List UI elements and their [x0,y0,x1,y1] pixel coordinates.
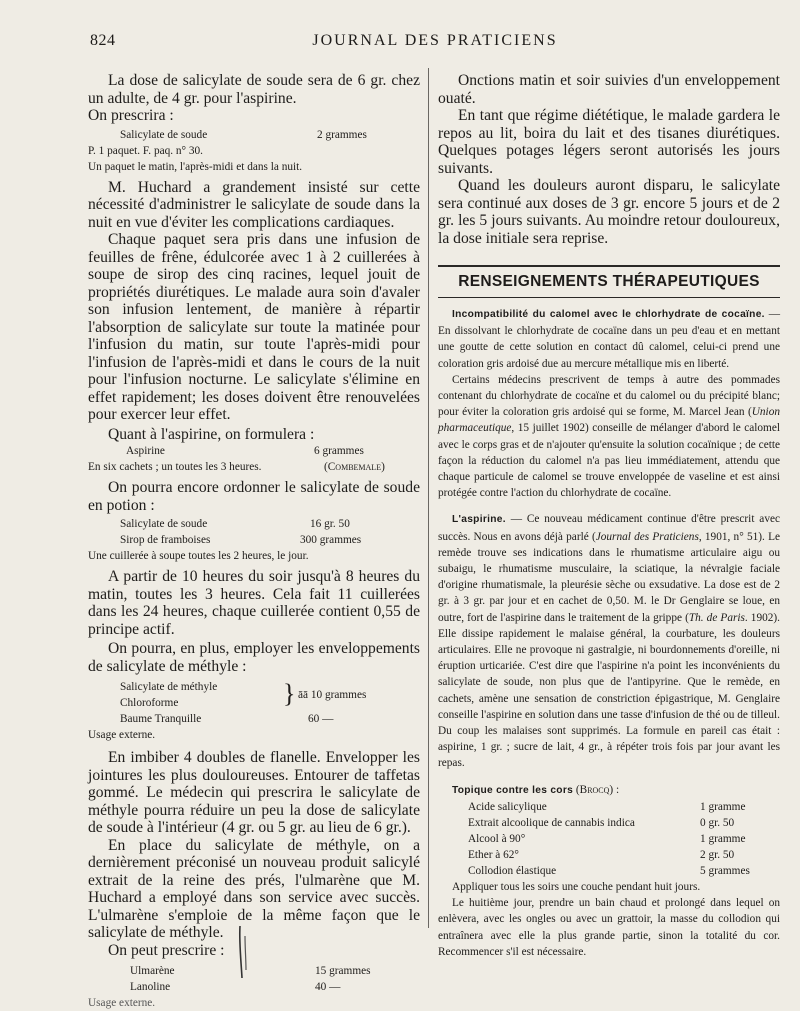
rx-name: Aspirine [126,445,165,457]
paragraph: On prescrira : [88,107,174,124]
article [438,372,780,502]
rx-name: Alcool à 90° [468,832,526,845]
paragraph: Onctions matin et soir suivies d'un enveloppement ouaté. [438,72,780,107]
rx-name: Salicylate de soude [120,128,208,141]
rx-quantity: 16 gr. 50 [310,518,350,530]
brace-icon: } [283,679,296,708]
rx-quantity: 2 grammes [317,128,367,141]
prescription-line [88,979,420,995]
prescription-line [88,695,420,711]
paragraph: Chaque paquet sera pris dans une infusion de feuilles de frêne, édulcorée avec 1 à 2 cuillerées à soupe de sirop des cinq racines, lequel jouit de propriétés diurétiques. Le malade aura soin d'avaler son infusion lentement, de manière à répartir l'absorption de salicylate sur toute la matinée pour l'infusion du matin, sur toute l'après-midi pour l'infusion de l'après-midi et dans le cours de la nuit pour l'infusion nocturne. Le salicylate s'élimine en effet rapidement; les doses doivent être renouvelées pour exercer leur effet. [88,231,420,423]
article [438,511,780,771]
prescription-line [88,459,420,475]
author: (Combemale) [324,461,385,473]
article-text: Certains médecins prescrivent de temps à autre des pommades contenant du chlorhydrate de cocaïne et du calomel ou du précipité blanc; pour éviter la coloration gris ardoisé qui se forme, M. Marcel Jean ( [438,373,780,419]
prescription-line [88,679,420,695]
rx-name: Baume Tranquille [120,713,202,725]
paragraph: On pourra encore ordonner le salicylate de soude en potion : [88,479,420,514]
prescription-block [88,679,420,743]
article-heading: Incompatibilité du calomel avec le chlorhydrate de cocaïne. [452,309,765,320]
paragraph: On pourra, en plus, employer les enveloppements de salicylate de méthyle : [88,640,420,675]
rx-quantity: 6 grammes [314,445,364,457]
prescription-line [88,443,420,459]
paragraph: En imbiber 4 doubles de flanelle. Envelopper les jointures les plus douloureuses. Entourer de taffetas gommé. Le médecin qui prescrira le salicylate de méthyle pourra réduire un peu la dose de salicylate de soude à l'intérieur (4 gr. ou 5 gr. au lieu de 6 gr.). [88,749,420,836]
prescription-line [438,863,780,879]
rx-quantity: 60 — [308,713,334,725]
prescription-line [438,831,780,847]
prescription-note: Une cuillerée à soupe toutes les 2 heures, le jour. [88,550,309,562]
prescription-line [438,847,780,863]
prescription-note: Usage externe. [88,997,156,1009]
rx-quantity: 0 gr. 50 [700,816,735,829]
rx-name: Salicylate de méthyle [120,681,218,693]
page-header [0,32,800,62]
rx-quantity: 5 grammes [700,864,750,877]
prescription-line [438,815,780,831]
author: (Brocq) : [575,783,620,796]
prescription-note: Usage externe. [88,729,156,741]
paragraph: A partir de 10 heures du soir jusqu'à 8 heures du matin, toutes les 3 heures. Cela fait 11 cuillerées dans les 24 heures, chaque cuillerée contient 0,55 de principe actif. [88,568,420,638]
prescription-line [88,516,420,532]
article-text: , 15 juillet 1902) conseille de mélanger d'abord le calomel avec le corps gras et de n'ajouter qu'ensuite la solution cocaïnique ; de cette façon la réduction du calomel n'a pas lieu immédiatement, attendu que chaque particule de calomel se trouve enveloppée de vaseline et est ainsi protégée contre l'action du chlorhydrate de cocaïne. [438,422,780,500]
article-heading: L'aspirine. [452,514,506,526]
rx-quantity: 40 — [315,981,341,993]
article-heading: Topique contre les cors [452,784,574,796]
rx-name: Lanoline [130,981,171,993]
article [438,306,780,372]
rx-name: Ulmarène [130,965,175,977]
left-column [88,72,420,1011]
page-number: 824 [90,32,116,49]
rx-name: Ether à 62° [468,848,519,861]
rx-name: Acide salicylique [468,800,547,813]
prescription-note: P. 1 paquet. F. paq. n° 30. [88,144,204,157]
rx-name: Salicylate de soude [120,518,208,530]
rx-quantity: 1 gramme [700,800,746,813]
rx-quantity: 2 gr. 50 [700,848,735,861]
rx-name: Collodion élastique [468,864,557,877]
paragraph: Appliquer tous les soirs une couche pendant huit jours. [452,880,701,893]
prescription-note: Un paquet le matin, l'après-midi et dans la nuit. [88,160,303,173]
article [438,782,780,799]
article-text: . 1902). Elle dissipe rapidement le malaise général, la courbature, les douleurs articulaires. Elle ne provoque ni gastralgie, ni bourdonnements d'oreille, ni éruption urticariée. C'est dire que l'aspirine n'a point les inconvénients du salicylate de soude, non plus que de l'antipyrine. Que le remède, en cachets, amène une sensation de constriction épigastrique, M. Genglaire conseille l'aspirine en solution dans une tasse d'infusion de thé ou de tilleul. Du coup les malaises sont supprimés. La formule en pareil cas était : aspirine, 1 gr. ; sucre de lait, 4 gr., à répéter trois fois par jour avant les repas. [438,611,780,770]
rx-quantity: 1 gramme [700,832,746,845]
paragraph: Quand les douleurs auront disparu, le salicylate sera continué aux doses de 3 gr. encore 5 jours et de 2 gr. les 5 jours suivants. Au moindre retour douloureux, la dose initiale sera reprise. [438,177,780,247]
running-title: JOURNAL DES PRATICIENS [312,32,558,49]
prescription-line [88,532,420,548]
right-column [438,72,780,960]
paragraph: Le huitième jour, prendre un bain chaud et prolongé dans lequel on enlèvera, avec les ongles ou avec un grattoir, la masse du collodion qui entraînera avec elle la plus grande partie, sinon la totalité du cor. Recommencer s'il est nécessaire. [438,897,780,958]
column-divider [428,68,429,928]
rx-quantity: āā 10 grammes [298,689,367,701]
prescription-line [88,963,420,979]
paragraph: M. Huchard a grandement insisté sur cette nécessité d'administrer le salicylate de soude dans la nuit en vue d'éviter les complications cardiaques. [88,178,420,231]
journal-title: Th. de Paris [688,611,745,624]
journal-title: Union pharmaceutique [438,406,780,435]
paragraph: En place du salicylate de méthyle, on a dernièrement préconisé un nouveau produit salicylé extrait de la reine des prés, l'ulmarène que M. Huchard a employé dans son service avec succès. L'ulmarène s'emploie de la même façon que le salicylate de méthyle. [88,836,420,941]
rx-name: Chloroforme [120,697,179,709]
rx-quantity: 300 grammes [300,534,362,546]
article-text: — En dissolvant le chlorhydrate de cocaïne dans un peu d'eau et en mettant une goutte de cette solution en contact dû calomel, celui-ci prend une coloration gris ardoisé due au mercure métallique mis en liberté. [438,308,781,370]
paragraph: On peut prescrire : [108,941,225,959]
rx-name: Sirop de framboises [120,534,211,546]
paragraph: En tant que régime diététique, le malade gardera le repos au lit, boira du lait et des tisanes diurétiques. Quelques potages légers seront autorisés les jours suivants. [438,107,780,177]
rx-name: Extrait alcoolique de cannabis indica [468,816,635,829]
article-text: , 1901, n° 51). Le remède trouve ses indications dans le rhumatisme articulaire aigu ou subaigu, le rhumatisme musculaire, la sciatique, la névralgie faciale d'origine rhumatismale, la pleurésie sèche ou exsudative. La dose est de 2 gr. à 3 gr. par jour et en cachet de 0,50. M. le Dr Genglaire se loue, en outre, fort de l'aspirine dans le traitement de la grippe ( [438,530,780,624]
paragraph: Quant à l'aspirine, on formulera : [108,425,315,443]
prescription-line [88,711,420,727]
prescription-line [438,799,780,815]
journal-title: Journal des Praticiens [595,530,699,543]
rx-quantity: 15 grammes [315,965,371,977]
pencil-mark [236,922,250,982]
article-text: — Ce nouveau médicament continue d'être prescrit avec succès. Nous en avons déjà parlé ( [438,513,780,543]
section-title: RENSEIGNEMENTS THÉRAPEUTIQUES [438,265,780,298]
prescription-note: En six cachets ; un toutes les 3 heures. [88,461,262,473]
paragraph: La dose de salicylate de soude sera de 6 gr. chez un adulte, de 4 gr. pour l'aspirine. [88,72,420,107]
prescription-line [88,127,420,143]
